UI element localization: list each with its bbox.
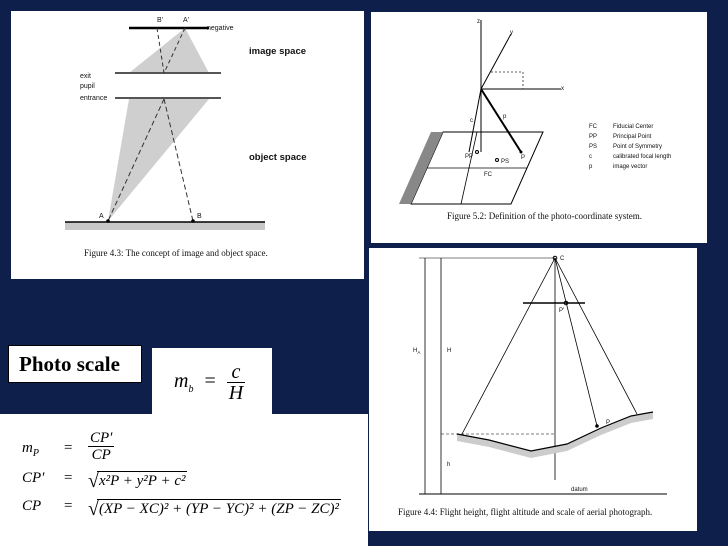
object-cone xyxy=(108,99,209,221)
figure-4-3-caption: Figure 4.3: The concept of image and object space. xyxy=(84,248,268,258)
legend-abbr-pp: PP xyxy=(589,134,598,140)
figure-5-2-diagram xyxy=(371,12,707,243)
ps-point xyxy=(496,159,499,162)
point-p xyxy=(595,424,599,428)
label-p: p xyxy=(503,114,507,120)
figure-4-4-diagram xyxy=(369,248,697,531)
title-box xyxy=(8,345,142,383)
mp-lhs: m xyxy=(22,440,33,456)
p-point xyxy=(520,151,523,154)
label-exit: exit xyxy=(80,73,91,80)
label-y: y xyxy=(510,30,513,36)
figure-4-3-panel xyxy=(11,11,364,279)
image-cone xyxy=(129,28,209,73)
label-a: A xyxy=(99,213,104,220)
figure-5-2-caption: Figure 5.2: Definition of the photo-coordinate system. xyxy=(447,211,642,221)
mp-denominator: CP xyxy=(91,447,111,463)
cp-prime-rhs: x²P + y²P + c² xyxy=(98,473,186,489)
label-c: c xyxy=(470,118,473,124)
helper-box xyxy=(491,72,523,89)
label-ha: $H_A$ xyxy=(413,348,421,355)
legend-abbr-fc: FC xyxy=(589,124,597,130)
label-a-prime: A' xyxy=(183,17,190,24)
legend-desc-p: image vector xyxy=(613,164,648,170)
label-p-prime: P' xyxy=(559,308,565,314)
figure-4-3-diagram xyxy=(11,11,364,279)
point-b xyxy=(191,219,195,223)
main-lhs-sub: b xyxy=(188,384,194,396)
label-datum: datum xyxy=(571,487,588,493)
label-c: C xyxy=(560,256,565,262)
cp-rhs: (XP − XC)² + (YP − YC)² + (ZP − ZC)² xyxy=(98,501,339,517)
ray-to-p xyxy=(555,258,597,426)
legend-abbr-p: p xyxy=(589,164,593,170)
cp-lhs: CP xyxy=(22,498,42,514)
label-z: z xyxy=(477,19,480,25)
slide-title: Photo scale xyxy=(19,352,120,376)
point-a xyxy=(106,219,110,223)
legend-abbr-c: c xyxy=(589,154,592,160)
label-b-prime: B' xyxy=(157,17,164,24)
image-vector xyxy=(481,89,521,152)
label-pp: PP xyxy=(465,154,474,160)
mp-numerator: CP′ xyxy=(90,430,113,446)
figure-4-4-caption: Figure 4.4: Flight height, flight altitude and scale of aerial photograph. xyxy=(398,507,653,517)
cp-prime-lhs: CP′ xyxy=(22,470,45,486)
mp-fraction xyxy=(88,430,114,463)
label-h-small: h xyxy=(447,462,451,468)
label-b: B xyxy=(197,213,202,220)
main-denominator: H xyxy=(228,382,244,404)
mp-lhs-sub: P xyxy=(32,448,39,459)
legend-desc-pp: Principal Point xyxy=(613,134,652,140)
cp-prime-eq-sign: = xyxy=(64,470,73,486)
label-ps: PS xyxy=(501,159,510,165)
figure-5-2-panel xyxy=(371,12,707,243)
main-lhs: m xyxy=(174,370,189,393)
legend-desc-ps: Point of Symmetry xyxy=(613,144,663,150)
equation-list: $m_P$ = $\frac{CP'}{CP}$ CP′ = √x²P + y²P + c² CP = √(XP − XC)² + (YP − YC)² + (ZP − ZC)² xyxy=(0,414,368,546)
label-fc: FC xyxy=(484,172,492,178)
label-pupil: pupil xyxy=(80,83,95,90)
main-eq-sign: = xyxy=(204,370,216,393)
pp-point xyxy=(476,151,479,154)
label-h-big: H xyxy=(447,348,452,354)
main-fraction xyxy=(227,362,245,403)
legend-desc-fc: Fiducial Center xyxy=(613,124,654,130)
cone-left xyxy=(462,258,555,434)
label-negative: negative xyxy=(207,25,234,32)
mp-eq-sign: = xyxy=(64,440,73,456)
main-equation xyxy=(152,348,272,416)
label-image-space: image space xyxy=(249,46,307,57)
cone-right xyxy=(555,258,637,414)
legend-desc-c: calibrated focal length xyxy=(613,154,672,160)
cp-eq-sign: = xyxy=(64,498,73,514)
label-p: P xyxy=(606,420,611,426)
figure-4-4-panel xyxy=(369,248,697,531)
legend-abbr-ps: PS xyxy=(589,144,598,150)
label-entrance: entrance xyxy=(80,95,108,102)
label-x: x xyxy=(561,86,564,92)
y-axis xyxy=(481,34,511,89)
label-p-point: P xyxy=(521,155,526,161)
main-numerator: c xyxy=(227,362,245,383)
label-object-space: object space xyxy=(249,152,307,163)
legend xyxy=(589,124,671,170)
ground xyxy=(65,222,265,230)
